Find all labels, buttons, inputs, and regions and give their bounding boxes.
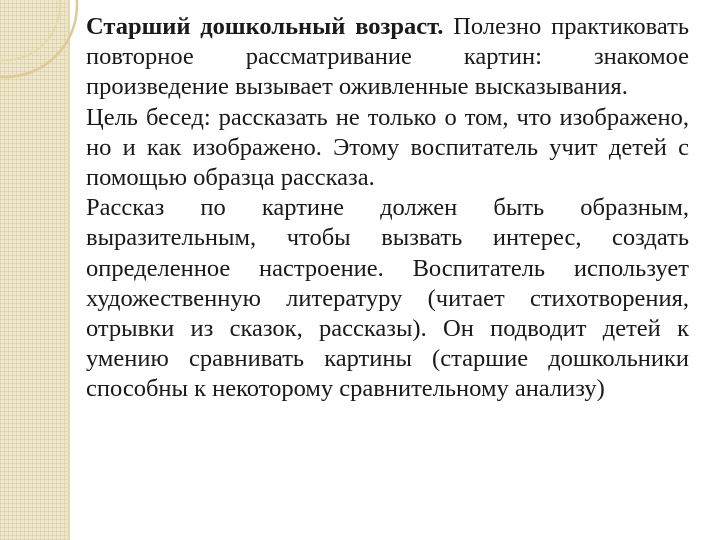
slide-body (86, 12, 689, 405)
paragraph-text: Рассказ по картине должен быть образным, выразительным, чтобы вызвать интерес, создать определенное настроение. Воспитатель использует художественную литературу (читает стихотворения, отрывки из сказок, рассказы). Он подводит детей к умению сравнивать картины (старшие дошкольники способны к некоторому сравнительному анализу) (86, 194, 689, 403)
paragraph-text: Цель бесед: рассказать не только о том, что изображено, но и как изображено. Этому воспитатель учит детей с помощью образца рассказа. (86, 103, 689, 192)
paragraph-conversation-goal (86, 103, 689, 194)
decorative-arc-outer (0, 0, 77, 77)
decorative-arc-inner (0, 0, 60, 60)
paragraph-text: Полезно практиковать повторное рассматривание картин: знакомое произведение вызывает оживленные высказывания. (86, 13, 689, 101)
paragraph-lead: Старший дошкольный возраст. (86, 13, 444, 40)
paragraph-older-preschool-age (86, 12, 689, 103)
paragraph-picture-story (86, 193, 689, 404)
